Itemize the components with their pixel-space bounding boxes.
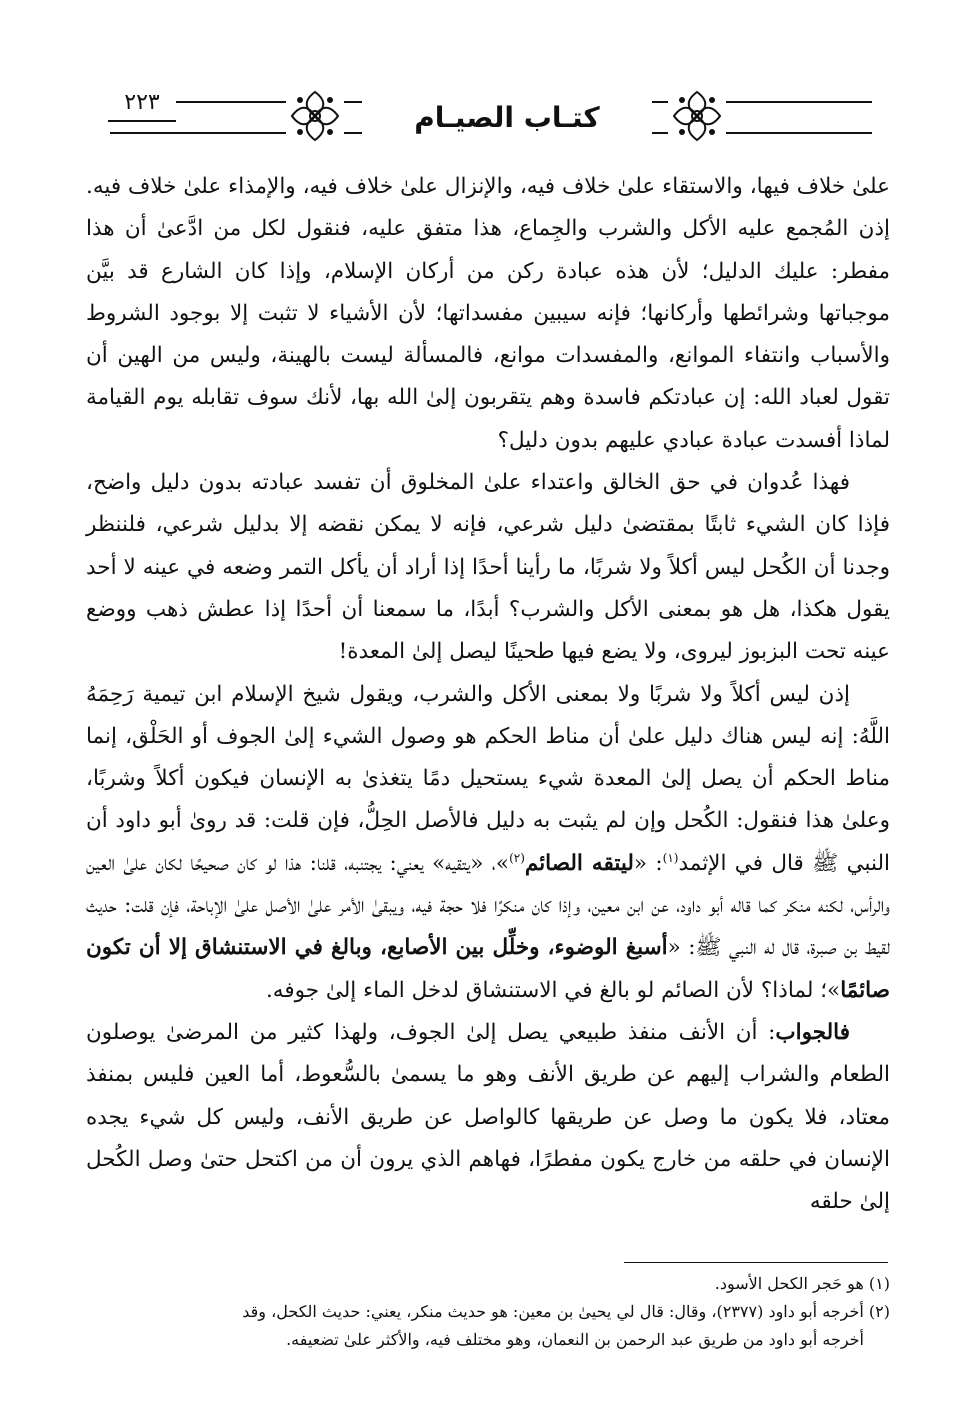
- paragraph-3-text: »؛ لماذا؟ لأن الصائم لو بالغ في الاستنشاق لدخل الماء إلىٰ جوفه.: [265, 977, 841, 1003]
- footnote-2-line-1: (٢) أخرجه أبو داود (٢٣٧٧)، وقال: قال لي يحيىٰ بن معين: هو حديث منكر، يعني: حديث الكحل، وقد: [242, 1302, 890, 1321]
- paragraph-4-text: : أن الأنف منفذ طبيعي يصل إلىٰ الجوف، ولهذا كثير من المرضىٰ يوصلون الطعام والشراب إليهم عن طريق الأنف وهو ما يسمىٰ بالسُّعوط، أما العين فليس بمنفذ معتاد، فلا يكون ما وصل عن طريقها كالواصل عن طريق الأنف، وليس كل شيء يجده الإنسان في حلقه من خارج يكون مفطرًا، فهاهم الذي يرون أن من اكتحل حتىٰ وصل الكُحل إلىٰ حلقه: [86, 1019, 890, 1215]
- footnote-separator: [624, 1262, 888, 1263]
- page-title: كتـاب الصيـام: [362, 98, 652, 138]
- main-text: [86, 166, 890, 1223]
- footnote-2: [86, 1298, 890, 1354]
- paragraph-2: فهذا عُدوان في حق الخالق واعتداء علىٰ المخلوق أن تفسد عبادته بدون دليل واضح، فإذا كان الشيء ثابتًا بمقتضىٰ دليل شرعي، فإنه لا يمكن نقضه إلا بدليل شرعي، فلننظر وجدنا أن الكُحل ليس أكلاً ولا شربًا، ما رأينا أحدًا إذا أراد أن يأكل التمر وضعه في عينه لا أحد يقول هكذا، هل هو بمعنى الأكل والشرب؟ أبدًا، ما سمعنا أن أحدًا إذا عطش ذهب ووضع عينه تحت البزبوز ليروى، ولا يضع فيها طحينًا ليصل إلىٰ المعدة!: [86, 470, 890, 665]
- paragraph-3-text: »، «يتقيه» يعني: يجتنبه، قلنا: هذا لو كان صحيحًا لكان علىٰ العين والرأس، لكنه منكر كما قاله أبو داود، عن ابن معين، وإذا كان منكرًا فلا حجة فيه، ويبقىٰ الأمر علىٰ الأصل علىٰ الإباحة، فإن قلت: حديث لقيط بن صبرة، قال له النبي ﷺ: «: [86, 850, 890, 961]
- answer-lead: فالجواب: [775, 1019, 850, 1045]
- page-header: [110, 86, 872, 158]
- footnote-ref-2: (٢): [509, 850, 525, 865]
- paragraph-3-text: إذن ليس أكلاً ولا شربًا ولا بمعنى الأكل والشرب، ويقول شيخ الإسلام ابن تيمية رَحِمَهُ اللَّهُ: إنه ليس هناك دليل علىٰ أن مناط الحكم هو وصول الشيء إلىٰ الجوف أو الحَلْق، إنما مناط الحكم أن يصل إلىٰ المعدة شيء يستحيل دمًا يتغذىٰ به الإنسان فيكون أكلاً وشربًا، وعلىٰ هذا فنقول: الكُحل وإن لم يثبت به دليل فالأصل الحِلُّ، فإن قلت: قد روىٰ أبو داود أن النبي ﷺ قال في الإثمد: [86, 681, 890, 876]
- hadith-quote-2: أسبغ الوضوء، وخلِّل بين الأصابع، وبالغ في الاستنشاق إلا أن تكون صائمًا: [86, 935, 890, 1003]
- footnote-2-line-2: أخرجه أبو داود من طريق عبد الرحمن بن النعمان، وهو مختلف فيه، والأكثر علىٰ تضعيفه.: [286, 1330, 864, 1349]
- header-ornament-left-icon: [286, 86, 344, 146]
- hadith-quote-1: ليتقه الصائم: [524, 850, 634, 876]
- page-number: ٢٢٣: [108, 90, 176, 122]
- footnotes: [86, 1270, 890, 1354]
- paragraph-1: علىٰ خلاف فيها، والاستقاء علىٰ خلاف فيه، والإنزال علىٰ خلاف فيه، والإمذاء علىٰ خلاف فيه. إذن المُجمع عليه الأكل والشرب والجِماع، هذا متفق عليه، فنقول لكل من ادَّعىٰ أن هذا مفطر: عليك الدليل؛ لأن هذه عبادة ركن من أركان الإسلام، وإذا كان الشارع قد بيَّن موجباتها وشرائطها وأركانها؛ فإنه سيبين مفسداتها؛ لأن الأشياء لا تثبت إلا بوجود الشروط والأسباب وانتفاء الموانع، والمفسدات موانع، فالمسألة ليست بالهينة، وليس من الهين أن تقول لعباد الله: إن عبادتكم فاسدة وهم يتقربون إلىٰ الله بها، لأنك سوف تقابله يوم القيامة لماذا أفسدت عبادة عبادي عليهم بدون دليل؟: [86, 174, 890, 453]
- header-ornament-right-icon: [668, 86, 726, 146]
- footnote-1: (١) هو حَجر الكحل الأسود.: [714, 1274, 890, 1293]
- paragraph-3-text: : «: [633, 850, 663, 876]
- paragraph-3: [86, 674, 890, 1012]
- paragraph-4: [86, 1012, 890, 1223]
- footnote-ref-1: (١): [662, 850, 679, 865]
